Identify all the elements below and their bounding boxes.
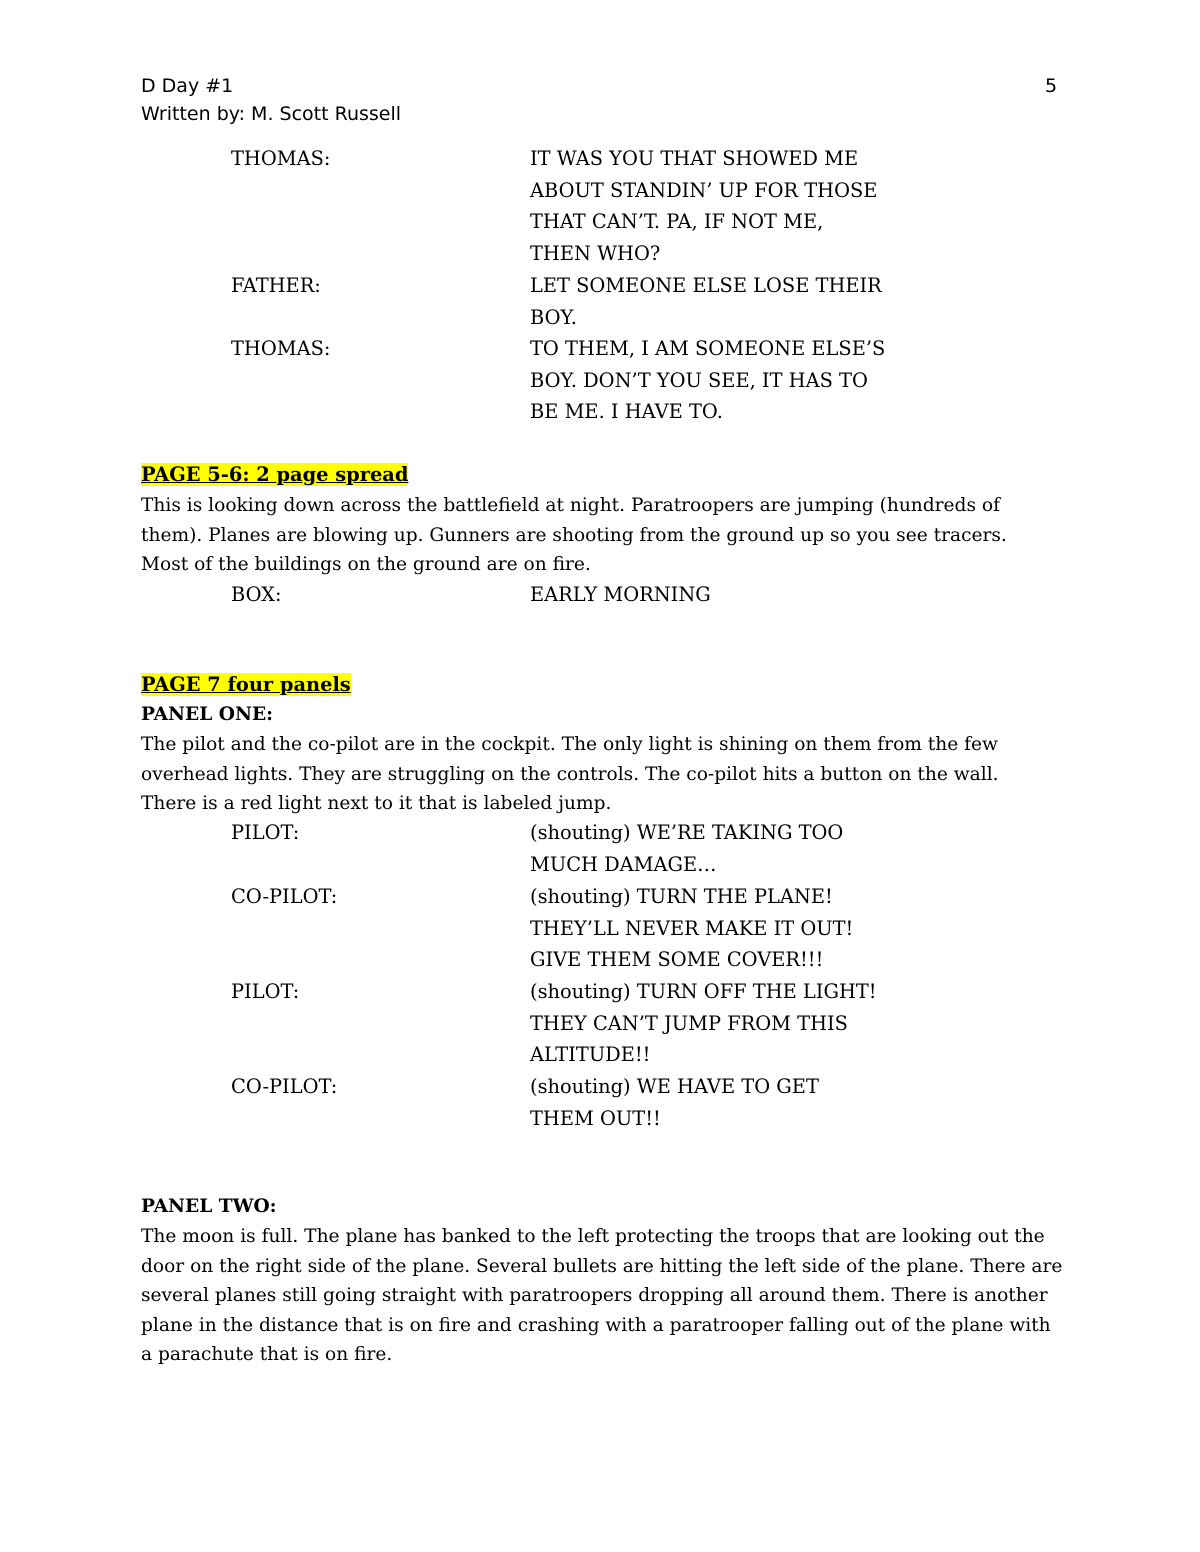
- description-line: plane in the distance that is on fire and crashing with a paratrooper falling out of the plane with: [141, 1314, 1051, 1336]
- box-label: BOX:: [231, 583, 282, 606]
- dialogue-text: [530, 976, 877, 1071]
- dialogue-text: [530, 817, 843, 880]
- speaker-name: PILOT:: [231, 821, 300, 844]
- speaker-name: FATHER:: [231, 274, 321, 297]
- dialogue-line: THAT CAN’T. PA, IF NOT ME,: [530, 210, 824, 234]
- description-line: There is a red light next to it that is labeled jump.: [141, 793, 612, 815]
- dialogue-line: BOY.: [530, 305, 577, 329]
- description-line: overhead lights. They are struggling on the controls. The co-pilot hits a button on the wall.: [141, 763, 999, 785]
- page-header: [141, 72, 401, 128]
- dialogue-line: (shouting) WE HAVE TO GET: [530, 1075, 819, 1098]
- description-line: Most of the buildings on the ground are on fire.: [141, 554, 591, 576]
- dialogue-line: LET SOMEONE ELSE LOSE THEIR: [530, 274, 882, 297]
- speaker-name: THOMAS:: [231, 337, 331, 360]
- scene-description: [141, 491, 1061, 580]
- highlighted-heading: PAGE 5-6: 2 page spread: [141, 463, 409, 486]
- dialogue-text: [530, 333, 885, 428]
- dialogue-text: [530, 143, 877, 270]
- dialogue-line: THEY CAN’T JUMP FROM THIS: [530, 1011, 848, 1035]
- dialogue-line: TO THEM, I AM SOMEONE ELSE’S: [530, 337, 886, 360]
- dialogue-line: (shouting) WE’RE TAKING TOO: [530, 821, 844, 844]
- speaker-name: CO-PILOT:: [231, 1075, 338, 1098]
- page-number: 5: [1045, 75, 1058, 97]
- section-heading: [141, 671, 351, 699]
- description-line: The pilot and the co-pilot are in the cockpit. The only light is shining on them from the few: [141, 734, 998, 755]
- speaker-name: CO-PILOT:: [231, 885, 338, 908]
- scene-description: [141, 1222, 1061, 1370]
- highlighted-heading: PAGE 7 four panels: [141, 673, 351, 696]
- speaker-name: THOMAS:: [231, 147, 331, 170]
- dialogue-line: THEN WHO?: [530, 242, 661, 266]
- dialogue-line: ALTITUDE!!: [530, 1043, 651, 1067]
- dialogue-text: [530, 270, 882, 333]
- dialogue-text: [530, 1071, 819, 1134]
- speaker-name: PILOT:: [231, 980, 300, 1003]
- dialogue-line: GIVE THEM SOME COVER!!!: [530, 948, 824, 972]
- description-line: The moon is full. The plane has banked to the left protecting the troops that are looking out the: [141, 1226, 1045, 1247]
- script-author: Written by: M. Scott Russell: [141, 103, 402, 125]
- description-line: several planes still going straight with paratroopers dropping all around them. There is another: [141, 1285, 1048, 1307]
- dialogue-line: IT WAS YOU THAT SHOWED ME: [530, 147, 859, 170]
- description-line: This is looking down across the battlefield at night. Paratroopers are jumping (hundreds of: [141, 495, 1000, 516]
- description-line: them). Planes are blowing up. Gunners are shooting from the ground up so you see tracers.: [141, 524, 1007, 546]
- panel-label: PANEL ONE:: [141, 704, 273, 725]
- dialogue-line: BE ME. I HAVE TO.: [530, 400, 723, 424]
- dialogue-line: MUCH DAMAGE…: [530, 852, 717, 876]
- box-text: EARLY MORNING: [530, 583, 711, 606]
- description-line: a parachute that is on fire.: [141, 1344, 393, 1366]
- description-line: door on the right side of the plane. Several bullets are hitting the left side of the plane. There are: [141, 1255, 1063, 1277]
- panel-label: PANEL TWO:: [141, 1196, 277, 1217]
- section-heading: [141, 461, 408, 489]
- dialogue-line: (shouting) TURN THE PLANE!: [530, 885, 833, 908]
- script-title: D Day #1: [141, 75, 234, 97]
- dialogue-line: (shouting) TURN OFF THE LIGHT!: [530, 980, 877, 1003]
- scene-description: [141, 730, 1061, 819]
- dialogue-line: ABOUT STANDIN’ UP FOR THOSE: [530, 178, 878, 202]
- dialogue-line: BOY. DON’T YOU SEE, IT HAS TO: [530, 368, 868, 392]
- dialogue-line: THEY’LL NEVER MAKE IT OUT!: [530, 916, 854, 940]
- dialogue-text: [530, 881, 853, 976]
- dialogue-line: THEM OUT!!: [530, 1106, 661, 1130]
